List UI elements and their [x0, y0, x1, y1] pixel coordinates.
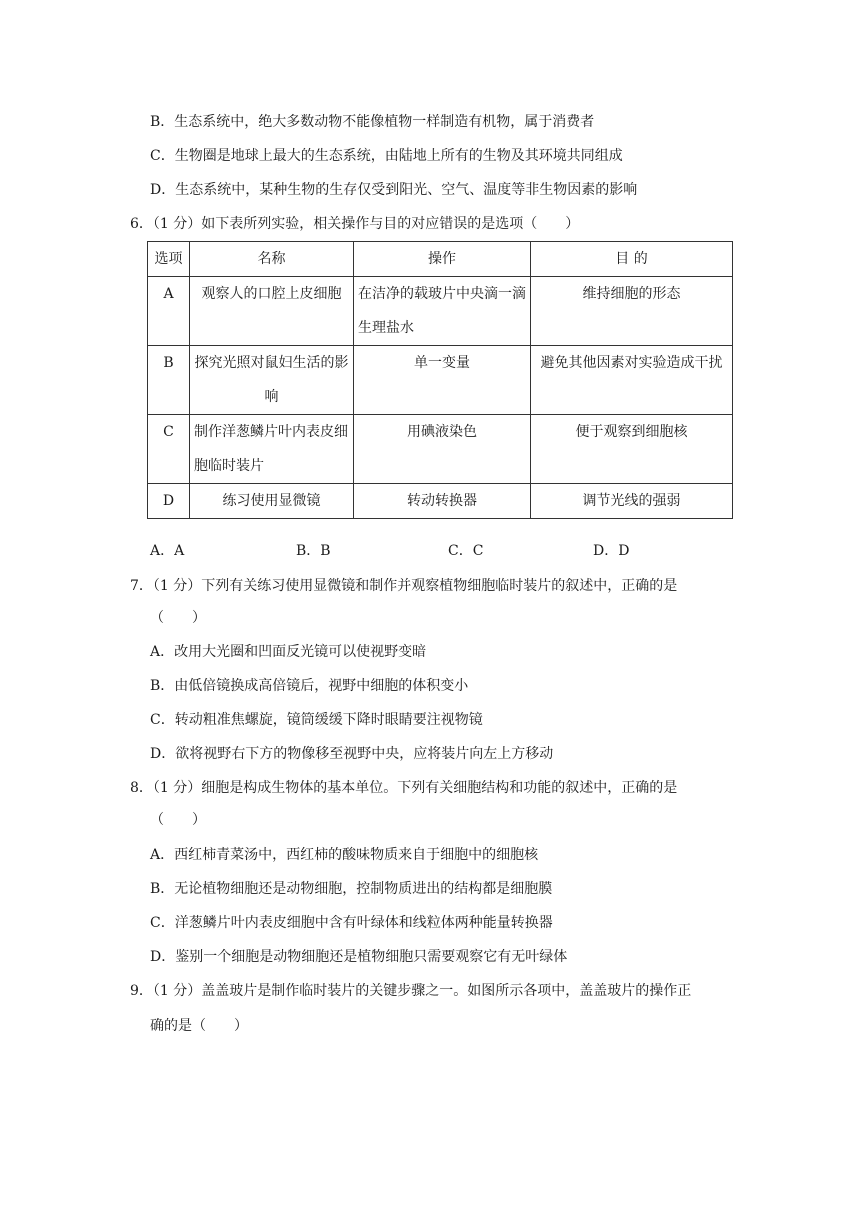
row-b-name: 探究光照对鼠妇生活的影响: [190, 346, 354, 415]
row-a-option: A: [148, 277, 190, 346]
header-option: 选项: [148, 242, 190, 277]
q8-stem-line2: （ ）: [150, 812, 206, 828]
q5-option-c: C．生物圈是地球上最大的生态系统，由陆地上所有的生物及其环境共同组成: [150, 148, 623, 164]
q6-answer-d: D．D: [593, 543, 630, 559]
q9-stem-line1: 9．（1 分）盖盖玻片是制作临时装片的关键步骤之一。如图所示各项中，盖盖玻片的操作正: [130, 983, 692, 999]
row-c-purpose: 便于观察到细胞核: [531, 415, 733, 484]
row-b-option: B: [148, 346, 190, 415]
table-row: [148, 484, 733, 519]
header-name: 名称: [190, 242, 354, 277]
row-d-option: D: [148, 484, 190, 519]
table-row: [148, 346, 733, 415]
row-a-name: 观察人的口腔上皮细胞: [190, 277, 354, 346]
q8-option-d: D．鉴别一个细胞是动物细胞还是植物细胞只需要观察它有无叶绿体: [150, 949, 568, 965]
q7-option-b: B．由低倍镜换成高倍镜后，视野中细胞的体积变小: [150, 678, 469, 694]
q5-option-d: D．生态系统中，某种生物的生存仅受到阳光、空气、温度等非生物因素的影响: [150, 182, 638, 198]
q8-option-b: B．无论植物细胞还是动物细胞，控制物质进出的结构都是细胞膜: [150, 881, 553, 897]
row-a-purpose: 维持细胞的形态: [531, 277, 733, 346]
row-c-option: C: [148, 415, 190, 484]
q6-answer-a: A．A: [150, 543, 185, 559]
q7-option-d: D．欲将视野右下方的物像移至视野中央，应将装片向左上方移动: [150, 746, 554, 762]
header-purpose: 目 的: [531, 242, 733, 277]
q5-option-b: B．生态系统中，绝大多数动物不能像植物一样制造有机物，属于消费者: [150, 114, 595, 130]
header-operation: 操作: [354, 242, 531, 277]
q8-option-a: A．西红柿青菜汤中，西红柿的酸味物质来自于细胞中的细胞核: [150, 847, 539, 863]
q6-stem: 6．（1 分）如下表所列实验，相关操作与目的对应错误的是选项（ ）: [130, 216, 580, 232]
table-row: [148, 277, 733, 346]
q7-option-c: C．转动粗准焦螺旋，镜筒缓缓下降时眼睛要注视物镜: [150, 712, 483, 728]
q7-option-a: A．改用大光圈和凹面反光镜可以使视野变暗: [150, 644, 427, 660]
row-c-name: 制作洋葱鳞片叶内表皮细胞临时装片: [190, 415, 354, 484]
q7-stem-line1: 7．（1 分）下列有关练习使用显微镜和制作并观察植物细胞临时装片的叙述中，正确的是: [130, 578, 678, 594]
experiment-table: [147, 241, 733, 519]
q7-stem-line2: （ ）: [150, 610, 206, 626]
row-b-purpose: 避免其他因素对实验造成干扰: [531, 346, 733, 415]
row-d-operation: 转动转换器: [354, 484, 531, 519]
q9-stem-line2: 确的是（ ）: [150, 1018, 248, 1034]
table-row: [148, 415, 733, 484]
row-c-operation: 用碘液染色: [354, 415, 531, 484]
row-b-operation: 单一变量: [354, 346, 531, 415]
q8-option-c: C．洋葱鳞片叶内表皮细胞中含有叶绿体和线粒体两种能量转换器: [150, 915, 553, 931]
q6-answer-b: B．B: [296, 543, 331, 559]
q8-stem-line1: 8．（1 分）细胞是构成生物体的基本单位。下列有关细胞结构和功能的叙述中，正确的是: [130, 780, 678, 796]
row-d-purpose: 调节光线的强弱: [531, 484, 733, 519]
row-d-name: 练习使用显微镜: [190, 484, 354, 519]
table-header-row: [148, 242, 733, 277]
row-a-operation: 在洁净的载玻片中央滴一滴生理盐水: [354, 277, 531, 346]
q6-answer-c: C．C: [448, 543, 484, 559]
